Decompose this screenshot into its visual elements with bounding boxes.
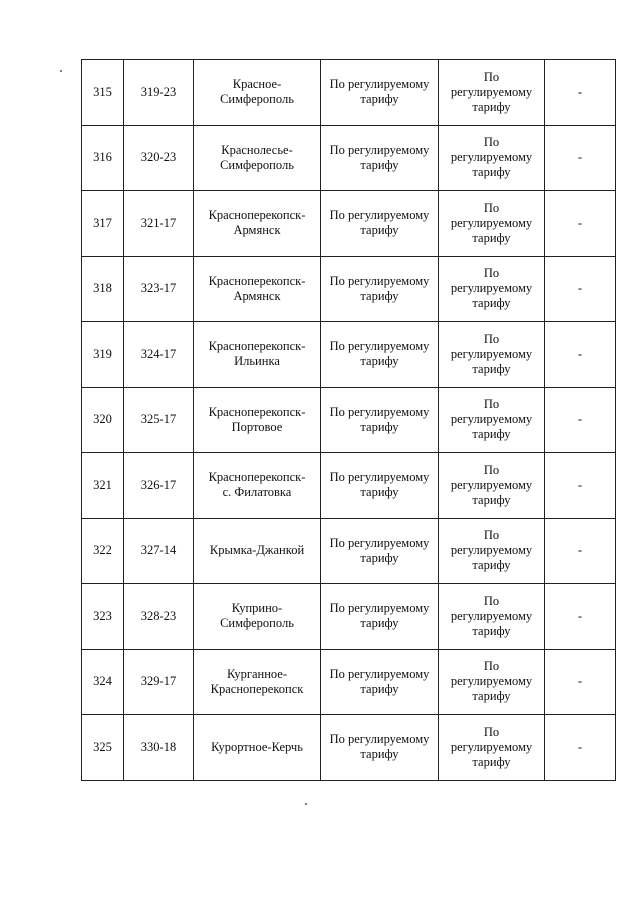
row-number-cell: 324 xyxy=(82,649,124,715)
table-row xyxy=(82,649,616,715)
route-code-cell: 327-14 xyxy=(124,518,194,584)
table-row xyxy=(82,584,616,650)
tariff-type-cell: По регулируемому тарифу xyxy=(321,518,439,584)
row-number-cell: 318 xyxy=(82,256,124,322)
row-number-cell: 323 xyxy=(82,584,124,650)
tariff-type-cell: По регулируемому тарифу xyxy=(439,387,545,453)
tariff-type-cell: По регулируемому тарифу xyxy=(321,649,439,715)
tariff-type-cell: По регулируемому тарифу xyxy=(439,649,545,715)
row-number-cell: 316 xyxy=(82,125,124,191)
row-number-cell: 325 xyxy=(82,715,124,781)
note-cell: - xyxy=(545,322,616,388)
route-name-cell: Краснолесье- Симферополь xyxy=(194,125,321,191)
route-code-cell: 319-23 xyxy=(124,60,194,126)
route-code-cell: 325-17 xyxy=(124,387,194,453)
route-name-cell: Куприно- Симферополь xyxy=(194,584,321,650)
tariff-type-cell: По регулируемому тарифу xyxy=(321,715,439,781)
tariff-type-cell: По регулируемому тарифу xyxy=(321,191,439,257)
tariff-type-cell: По регулируемому тарифу xyxy=(321,60,439,126)
table-row xyxy=(82,322,616,388)
tariff-type-cell: По регулируемому тарифу xyxy=(321,453,439,519)
route-name-cell: Красноперекопск- Ильинка xyxy=(194,322,321,388)
tariff-type-cell: По регулируемому тарифу xyxy=(321,584,439,650)
tariff-type-cell: По регулируемому тарифу xyxy=(439,518,545,584)
route-name-cell: Крымка-Джанкой xyxy=(194,518,321,584)
scan-speck xyxy=(60,70,62,72)
table-row xyxy=(82,256,616,322)
tariff-type-cell: По регулируемому тарифу xyxy=(439,322,545,388)
row-number-cell: 320 xyxy=(82,387,124,453)
note-cell: - xyxy=(545,387,616,453)
route-code-cell: 328-23 xyxy=(124,584,194,650)
table-row xyxy=(82,518,616,584)
table-row xyxy=(82,387,616,453)
table-row xyxy=(82,125,616,191)
routes-table xyxy=(81,59,616,781)
tariff-type-cell: По регулируемому тарифу xyxy=(321,125,439,191)
table-row xyxy=(82,453,616,519)
note-cell: - xyxy=(545,584,616,650)
tariff-type-cell: По регулируемому тарифу xyxy=(321,387,439,453)
tariff-type-cell: По регулируемому тарифу xyxy=(439,584,545,650)
note-cell: - xyxy=(545,715,616,781)
row-number-cell: 319 xyxy=(82,322,124,388)
note-cell: - xyxy=(545,649,616,715)
route-name-cell: Красноперекопск- с. Филатовка xyxy=(194,453,321,519)
tariff-type-cell: По регулируемому тарифу xyxy=(439,60,545,126)
route-code-cell: 326-17 xyxy=(124,453,194,519)
route-code-cell: 320-23 xyxy=(124,125,194,191)
tariff-type-cell: По регулируемому тарифу xyxy=(439,453,545,519)
route-code-cell: 321-17 xyxy=(124,191,194,257)
row-number-cell: 317 xyxy=(82,191,124,257)
tariff-type-cell: По регулируемому тарифу xyxy=(439,191,545,257)
note-cell: - xyxy=(545,60,616,126)
table-row xyxy=(82,60,616,126)
note-cell: - xyxy=(545,518,616,584)
row-number-cell: 315 xyxy=(82,60,124,126)
note-cell: - xyxy=(545,191,616,257)
tariff-type-cell: По регулируемому тарифу xyxy=(321,322,439,388)
row-number-cell: 322 xyxy=(82,518,124,584)
note-cell: - xyxy=(545,125,616,191)
route-code-cell: 324-17 xyxy=(124,322,194,388)
route-name-cell: Курганное- Красноперекопск xyxy=(194,649,321,715)
route-code-cell: 330-18 xyxy=(124,715,194,781)
table-row xyxy=(82,715,616,781)
note-cell: - xyxy=(545,453,616,519)
row-number-cell: 321 xyxy=(82,453,124,519)
route-name-cell: Красноперекопск- Армянск xyxy=(194,256,321,322)
tariff-type-cell: По регулируемому тарифу xyxy=(439,715,545,781)
route-name-cell: Курортное-Керчь xyxy=(194,715,321,781)
route-name-cell: Красноперекопск- Армянск xyxy=(194,191,321,257)
table-row xyxy=(82,191,616,257)
route-code-cell: 323-17 xyxy=(124,256,194,322)
tariff-type-cell: По регулируемому тарифу xyxy=(439,125,545,191)
note-cell: - xyxy=(545,256,616,322)
route-name-cell: Красноперекопск- Портовое xyxy=(194,387,321,453)
tariff-type-cell: По регулируемому тарифу xyxy=(321,256,439,322)
scan-speck xyxy=(305,803,307,805)
route-name-cell: Красное- Симферополь xyxy=(194,60,321,126)
tariff-type-cell: По регулируемому тарифу xyxy=(439,256,545,322)
route-code-cell: 329-17 xyxy=(124,649,194,715)
